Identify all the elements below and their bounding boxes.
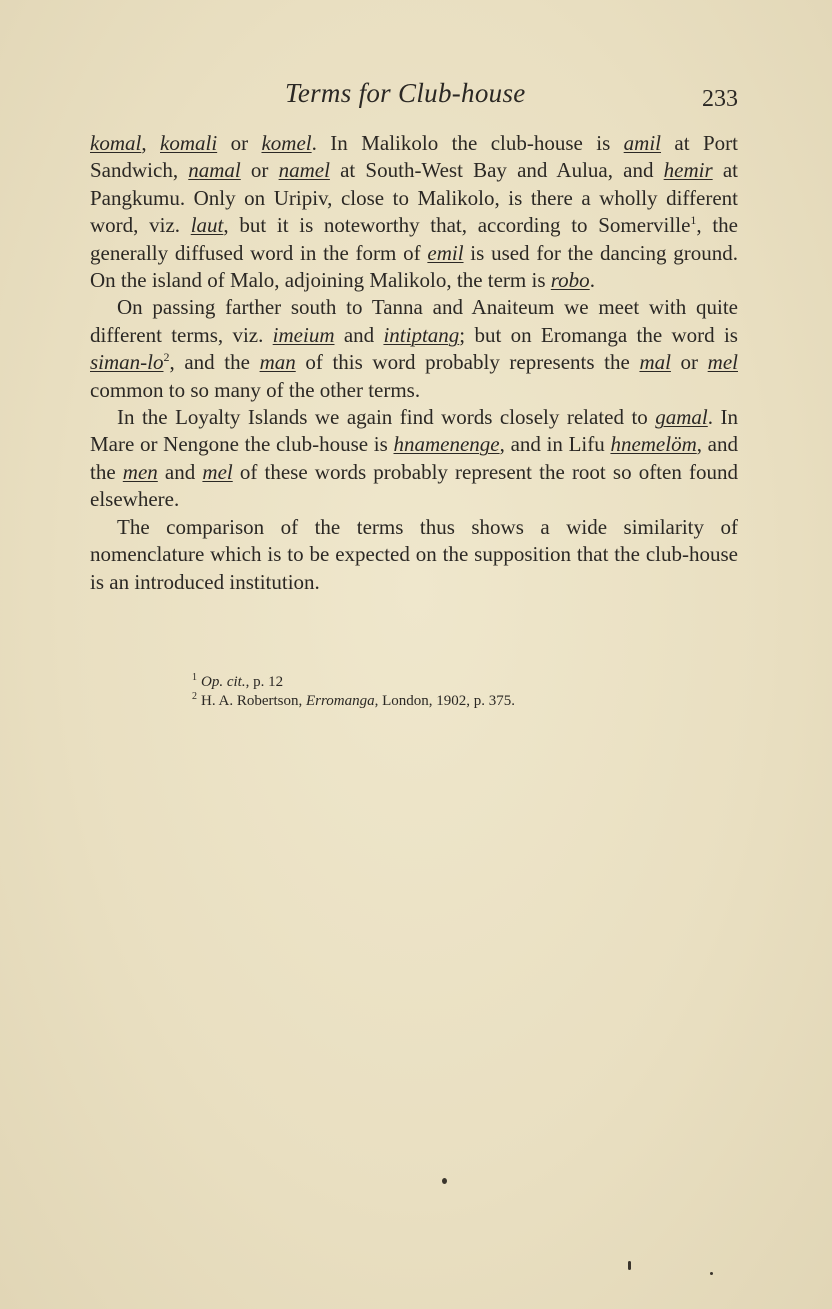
- italic-term: komali: [160, 131, 218, 155]
- text-run: On passing farther south to Tanna and Anaiteum we meet with quite different terms, viz.: [90, 295, 738, 347]
- print-speck: [628, 1261, 631, 1270]
- footnote-number: 1: [192, 672, 197, 683]
- text-run: of these words probably represent the root so often found elsewhere.: [90, 459, 739, 512]
- italic-term: komel: [261, 131, 312, 155]
- chapter-heading: Terms for Club-house: [285, 78, 526, 108]
- text-run: , and the: [90, 432, 739, 484]
- italic-term: Op. cit.: [201, 674, 246, 690]
- text-run: at South-West Bay and Aulua, and: [329, 158, 664, 183]
- italic-term: mel: [202, 459, 233, 484]
- text-run: .: [589, 268, 595, 293]
- text-run: H. A. Robertson,: [201, 693, 306, 709]
- body-text: [90, 130, 738, 596]
- italic-term: hemir: [663, 158, 713, 183]
- page-number: 233: [702, 86, 738, 112]
- text-run: at Pangkumu. Only on Uripiv, close to Malikolo, is there a wholly different word, viz.: [90, 158, 738, 238]
- footnote: [192, 692, 712, 711]
- footnote-reference: 1: [690, 213, 697, 228]
- text-run: , and the: [169, 350, 260, 375]
- text-run: and: [157, 459, 203, 484]
- paragraph: [90, 404, 738, 514]
- text-run: . In Mare or Nengone the club-house is: [90, 405, 738, 457]
- italic-term: hnamenenge: [393, 432, 500, 457]
- paragraph: [90, 294, 738, 404]
- text-run: or: [240, 158, 279, 183]
- italic-term: man: [259, 350, 296, 375]
- footnotes: [192, 673, 712, 711]
- print-speck: [710, 1272, 713, 1275]
- text-run: at Port Sandwich,: [90, 131, 739, 183]
- italic-term: mal: [639, 350, 671, 375]
- italic-term: Erromanga: [306, 693, 375, 709]
- text-run: ,: [141, 131, 160, 155]
- text-run: ; but on Eromanga the word is: [459, 322, 738, 347]
- paragraph: [90, 514, 738, 596]
- text-run: . In Malikolo the club-house is: [311, 131, 624, 155]
- text-run: The comparison of the terms thus shows a wide similarity of nomenclature which is to be expected on the supposition that the club-house is an introduced institution.: [90, 514, 738, 594]
- italic-term: namel: [278, 158, 330, 183]
- print-speck: [442, 1178, 447, 1184]
- italic-term: robo: [550, 268, 590, 293]
- italic-term: gamal: [655, 405, 708, 430]
- italic-term: mel: [707, 350, 738, 375]
- italic-term: emil: [427, 240, 464, 265]
- paragraph: [90, 130, 738, 294]
- italic-term: intiptang: [383, 322, 460, 347]
- italic-term: siman-lo: [90, 350, 164, 375]
- text-run: is used for the dancing ground. On the island of Malo, adjoining Malikolo, the term is: [90, 240, 738, 293]
- italic-term: laut: [190, 213, 224, 238]
- text-run: and: [334, 322, 384, 347]
- italic-term: namal: [188, 158, 241, 183]
- italic-term: imeium: [272, 322, 335, 347]
- running-head: [90, 78, 740, 118]
- text-run: , the generally diffused word in the form of: [90, 213, 738, 265]
- footnote: [192, 673, 712, 692]
- italic-term: men: [122, 459, 158, 484]
- text-run: , London, 1902, p. 375.: [374, 693, 516, 709]
- footnote-number: 2: [192, 691, 197, 702]
- italic-term: amil: [623, 131, 662, 155]
- italic-term: hnemelöm: [610, 432, 697, 457]
- text-run: or: [217, 131, 262, 155]
- text-run: of this word probably represents the: [295, 350, 640, 375]
- italic-term: komal: [90, 131, 142, 155]
- text-run: common to so many of the other terms.: [90, 377, 421, 402]
- text-run: , p. 12: [245, 674, 284, 690]
- text-run: , but it is noteworthy that, according to Somerville: [223, 213, 691, 238]
- text-run: , and in Lifu: [499, 432, 611, 457]
- text-run: In the Loyalty Islands we again find words closely related to: [117, 405, 656, 430]
- footnote-reference: 2: [163, 350, 170, 365]
- text-run: or: [670, 350, 708, 375]
